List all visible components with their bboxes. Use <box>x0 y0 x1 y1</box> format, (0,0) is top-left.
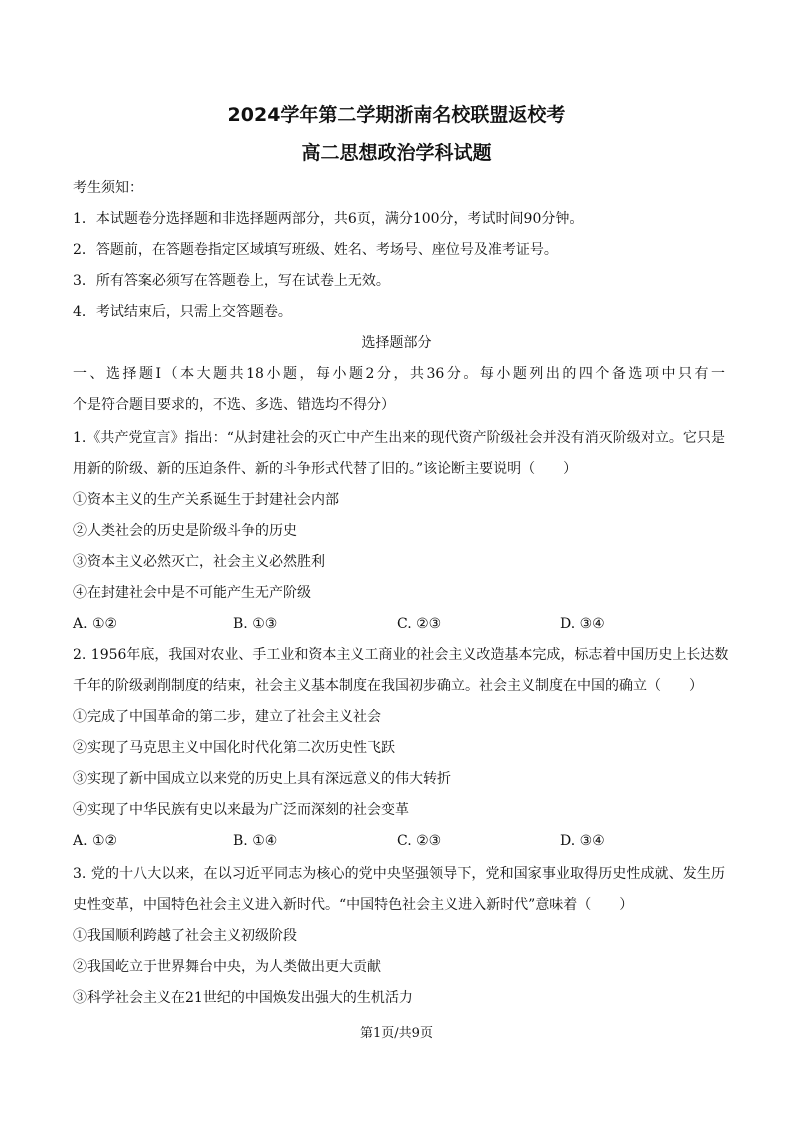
option-a: A. ①② <box>73 833 118 849</box>
section-instruction: 个是符合题目要求的，不选、多选、错选均不得分） <box>73 397 395 413</box>
question-stem: 1.《共产党宣言》指出：“从封建社会的灭亡中产生出来的现代资产阶级社会并没有消灭阶级对立。它只是 <box>73 430 725 446</box>
statement: ④实现了中华民族有史以来最为广泛而深刻的社会变革 <box>73 802 409 818</box>
notice-item: 1．本试题卷分选择题和非选择题两部分，共6页，满分100分，考试时间90分钟。 <box>73 211 584 227</box>
option-d: D. ③④ <box>560 833 605 849</box>
exam-title: 2024学年第二学期浙南名校联盟返校考 <box>227 104 566 126</box>
option-a: A. ①② <box>73 616 118 632</box>
statement: ②人类社会的历史是阶级斗争的历史 <box>73 523 297 539</box>
notice-item: 2．答题前，在答题卷指定区域填写班级、姓名、考场号、座位号及准考证号。 <box>73 242 558 258</box>
statement: ①我国顺利跨越了社会主义初级阶段 <box>73 928 297 944</box>
exam-subtitle: 高二思想政治学科试题 <box>301 142 492 164</box>
statement: ③资本主义必然灭亡，社会主义必然胜利 <box>73 554 325 570</box>
notice-heading: 考生须知： <box>73 180 143 196</box>
statement: ③科学社会主义在21世纪的中国焕发出强大的生机活力 <box>73 990 413 1006</box>
option-c: C. ②③ <box>397 616 442 632</box>
statement: ①资本主义的生产关系诞生于封建社会内部 <box>73 492 339 508</box>
statement: ①完成了中国革命的第二步，建立了社会主义社会 <box>73 709 381 725</box>
statement: ②实现了马克思主义中国化时代化第二次历史性飞跃 <box>73 740 395 756</box>
question-stem: 千年的阶级剥削制度的结束，社会主义基本制度在我国初步确立。社会主义制度在中国的确立（ ） <box>73 678 703 694</box>
section-title: 选择题部分 <box>361 335 432 351</box>
notice-item: 3．所有答案必须写在答题卷上，写在试卷上无效。 <box>73 273 390 289</box>
question-stem: 用新的阶级、新的压迫条件、新的斗争形式代替了旧的。”该论断主要说明（ ） <box>73 461 578 477</box>
statement: ④在封建社会中是不可能产生无产阶级 <box>73 585 311 601</box>
question-stem: 2. 1956年底，我国对农业、手工业和资本主义工商业的社会主义改造基本完成，标志着中国历史上长达数 <box>73 647 729 663</box>
option-b: B. ①④ <box>233 833 278 849</box>
notice-item: 4．考试结束后，只需上交答题卷。 <box>73 304 292 320</box>
option-c: C. ②③ <box>397 833 442 849</box>
option-b: B. ①③ <box>233 616 278 632</box>
statement: ③实现了新中国成立以来党的历史上具有深远意义的伟大转折 <box>73 771 451 787</box>
statement: ②我国屹立于世界舞台中央，为人类做出更大贡献 <box>73 959 381 975</box>
page-number: 第1页/共9页 <box>360 1026 433 1041</box>
section-instruction: 一、选择题Ⅰ（本大题共18小题，每小题2分，共36分。每小题列出的四个备选项中只有一 <box>73 366 725 382</box>
question-stem: 3. 党的十八大以来，在以习近平同志为核心的党中央坚强领导下，党和国家事业取得历史性成就、发生历 <box>73 866 725 882</box>
question-stem: 史性变革，中国特色社会主义进入新时代。“中国特色社会主义进入新时代”意味着（ ） <box>73 897 634 913</box>
option-d: D. ③④ <box>560 616 605 632</box>
